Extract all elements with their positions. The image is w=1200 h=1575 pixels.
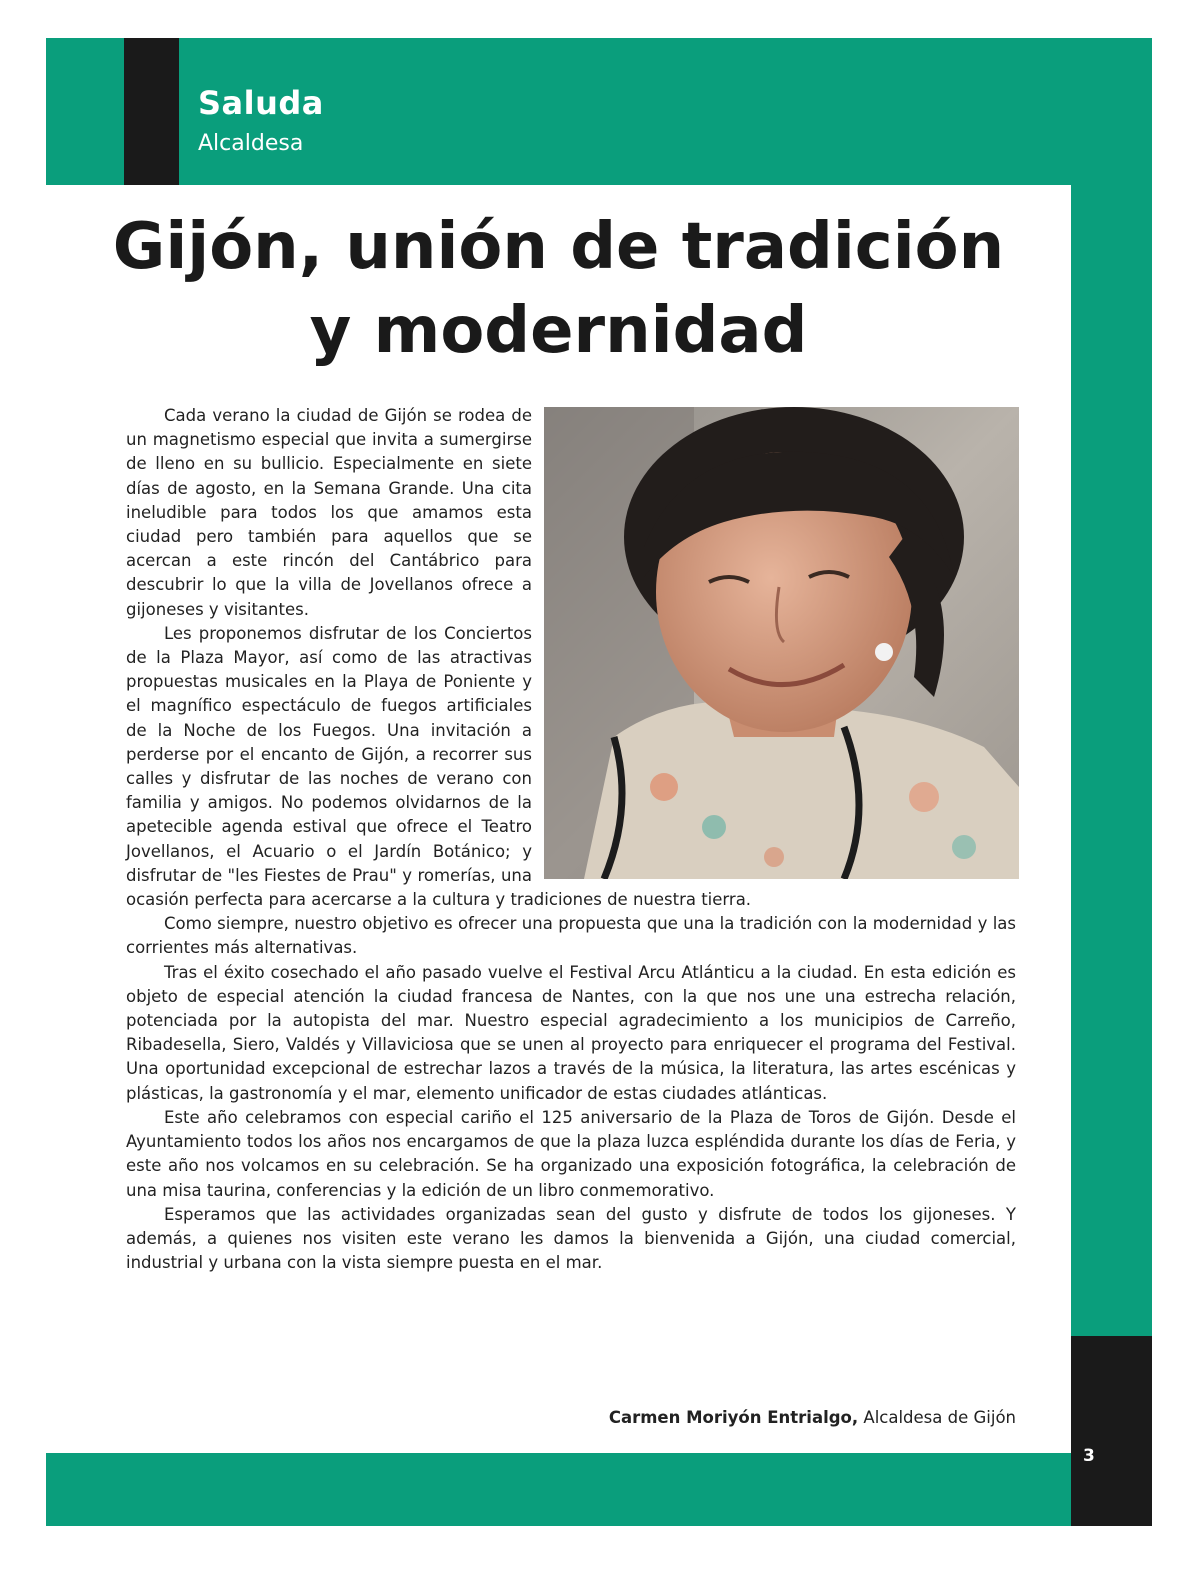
article-body — [126, 404, 1016, 1275]
page-number: 3 — [1083, 1446, 1095, 1466]
article-paragraph: Esperamos que las actividades organizadas sean del gusto y disfrute de todos los gijoneses. Y además, a quienes nos visiten este verano les damos la bienvenida a Gijón, una ciudad comercial, industrial y urbana con la vista siempre puesta en el mar. — [126, 1204, 1016, 1273]
signature-name: Carmen Moriyón Entrialgo, — [608, 1408, 859, 1427]
article-paragraph: Como siempre, nuestro objetivo es ofrecer una propuesta que una la tradición con la modernidad y las corrientes más alternativas. — [126, 914, 1016, 958]
section-tab — [124, 38, 179, 185]
photo-wrap-spacer — [532, 404, 1016, 888]
section-subtitle: Alcaldesa — [198, 131, 304, 156]
signature-role: Alcaldesa de Gijón — [858, 1408, 1016, 1427]
article-paragraph: Cada verano la ciudad de Gijón se rodea de un magnetismo especial que invita a sumergirse de lleno en su bullicio. Especialmente en siete días de agosto, en la Semana Grande. Una cita ineludible para todos los que amamos esta ciudad pero también para aquellos que se acercan a este rincón del Cantábrico para descubrir lo que la villa de Jovellanos ofrece a gijoneses y visitantes. — [126, 406, 532, 619]
page-number-tab — [1071, 1336, 1152, 1526]
article-paragraph: Este año celebramos con especial cariño el 125 aniversario de la Plaza de Toros de Gijón. Desde el Ayuntamiento todos los años nos encargamos de que la plaza luzca espléndida durante los días de Feria, y este año nos volcamos en su celebración. Se ha organizado una exposición fotográfica, la celebración de una misa taurina, conferencias y la edición de un libro conmemorativo. — [126, 1107, 1016, 1200]
headline-line-2: y modernidad — [309, 294, 808, 368]
headline-line-1: Gijón, unión de tradición — [112, 210, 1005, 284]
section-title: Saluda — [198, 84, 324, 122]
article-signature — [609, 1408, 1016, 1427]
article-paragraph: Les proponemos disfrutar de los Conciertos de la Plaza Mayor, así como de las atractivas propuestas musicales en la Playa de Poniente y el magnífico espectáculo de fuegos artificiales de la Noche de los Fuegos. Una invitación a perderse por el encanto de Gijón, a recorrer sus calles y disfrutar de las noches de verano con familia y amigos. No podemos olvidarnos de la apetecible agenda estival que ofrece el Teatro Jovellanos, el Acuario o el Jardín Botánico; y disfrutar de "les Fiestes de Prau" y romerías, una ocasión perfecta para acercarse a la cultura y tradiciones de nuestra tierra. — [126, 623, 752, 910]
article-paragraph: Tras el éxito cosechado el año pasado vuelve el Festival Arcu Atlánticu a la ciudad. En esta edición es objeto de especial atención la ciudad francesa de Nantes, con la que nos une una estrecha relación, potenciada por la autopista del mar. Nuestro especial agradecimiento a los municipios de Carreño, Ribadesella, Siero, Valdés y Villaviciosa que se unen al proyecto para enriquecer el programa del Festival. Una oportunidad excepcional de estrechar lazos a través de la música, la literatura, las artes escénicas y plásticas, la gastronomía y el mar, elemento unificador de estas ciudades atlánticas. — [126, 962, 1016, 1103]
article-headline — [46, 205, 1071, 373]
